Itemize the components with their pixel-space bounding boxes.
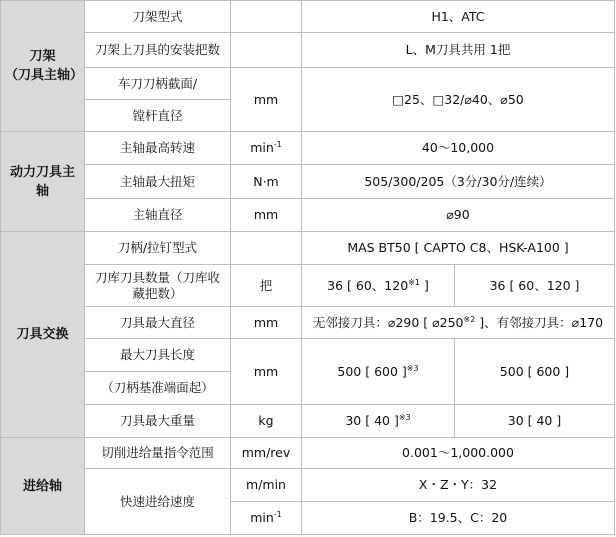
unit-cell: mm	[231, 307, 302, 339]
group-tool-change: 刀具交换	[1, 232, 85, 438]
group-subtitle: （刀具主轴）	[5, 68, 84, 83]
item-label: （刀柄基准端面起）	[85, 372, 231, 405]
unit-cell	[231, 132, 302, 165]
item-label: 刀柄/拉钉型式	[85, 232, 231, 265]
table-row	[1, 199, 615, 232]
table-row	[1, 132, 615, 165]
unit-cell: m/min	[231, 469, 302, 502]
value-cell: 505/300/205（3分/30分/连续）	[302, 165, 615, 199]
value-cell: 40～10,000	[302, 132, 615, 165]
item-label: 主轴最大扭矩	[85, 165, 231, 199]
footnote-mark: ※2	[463, 314, 476, 324]
table-row	[1, 33, 615, 68]
table-row	[1, 232, 615, 265]
item-label: 镗杆直径	[85, 100, 231, 132]
value-tail: ]、有邻接刀具：⌀170	[475, 314, 604, 330]
value-cell: L、M刀具共用 1把	[302, 33, 615, 68]
group-feed-axis: 进给轴	[1, 438, 85, 535]
item-label: 快速进给速度	[85, 469, 231, 535]
unit-cell: mm	[231, 339, 302, 405]
footnote-mark: ※3	[406, 363, 419, 373]
value-cell-b: 500 [ 600 ]	[455, 339, 615, 405]
item-label: 主轴最高转速	[85, 132, 231, 165]
item-label: 刀架型式	[85, 1, 231, 33]
item-label: 刀具最大直径	[85, 307, 231, 339]
value-cell-a	[302, 405, 455, 438]
unit-cell: mm	[231, 68, 302, 132]
item-label: 车刀刀柄截面/	[85, 68, 231, 100]
item-label: 刀库刀具数量（刀库收藏把数）	[85, 265, 231, 307]
unit-cell: mm/rev	[231, 438, 302, 469]
unit-cell: kg	[231, 405, 302, 438]
table-row	[1, 405, 615, 438]
unit-cell	[231, 1, 302, 33]
value-cell-a	[302, 265, 455, 307]
unit-exponent: -1	[273, 510, 282, 519]
table-row	[1, 469, 615, 502]
value-cell: H1、ATC	[302, 1, 615, 33]
unit-cell: N·m	[231, 165, 302, 199]
table-row	[1, 165, 615, 199]
table-row	[1, 438, 615, 469]
value-cell: X・Z・Y：32	[302, 469, 615, 502]
value-cell: 0.001～1,000.000	[302, 438, 615, 469]
table-row	[1, 307, 615, 339]
table-row	[1, 339, 615, 372]
unit-cell	[231, 502, 302, 535]
value-cell: □25、□32/⌀40、⌀50	[302, 68, 615, 132]
group-turret	[1, 1, 85, 132]
group-live-tool: 动力刀具主轴	[1, 132, 85, 232]
value-tail: ]	[419, 277, 429, 293]
table-row	[1, 265, 615, 307]
unit-cell	[231, 33, 302, 68]
group-title: 刀架	[29, 49, 56, 64]
footnote-mark: ※1	[408, 277, 420, 287]
unit-cell	[231, 232, 302, 265]
value-cell-b: 30 [ 40 ]	[455, 405, 615, 438]
value-text: 30 [ 40 ]	[345, 413, 399, 428]
item-label: 切削进给量指令范围	[85, 438, 231, 469]
value-text: 无邻接刀具：⌀290 [ ⌀250	[312, 314, 464, 330]
value-text: 500 [ 600 ]	[337, 363, 407, 379]
value-text: 36 [ 60、120	[327, 277, 409, 293]
item-label: 刀具最大重量	[85, 405, 231, 438]
value-cell	[302, 307, 615, 339]
value-cell-b: 36 [ 60、120 ]	[455, 265, 615, 307]
value-cell: B：19.5、C：20	[302, 502, 615, 535]
value-cell: MAS BT50 [ CAPTO C8、HSK-A100 ]	[302, 232, 615, 265]
unit-base: min	[250, 510, 274, 525]
item-label: 主轴直径	[85, 199, 231, 232]
table-row	[1, 68, 615, 100]
item-label: 最大刀具长度	[85, 339, 231, 372]
unit-exponent: -1	[273, 140, 282, 149]
unit-base: min	[250, 140, 274, 155]
value-cell: ⌀90	[302, 199, 615, 232]
item-label: 刀架上刀具的安装把数	[85, 33, 231, 68]
footnote-mark: ※3	[398, 413, 411, 422]
unit-cell: 把	[231, 265, 302, 307]
unit-cell: mm	[231, 199, 302, 232]
value-cell-a	[302, 339, 455, 405]
table-row	[1, 1, 615, 33]
